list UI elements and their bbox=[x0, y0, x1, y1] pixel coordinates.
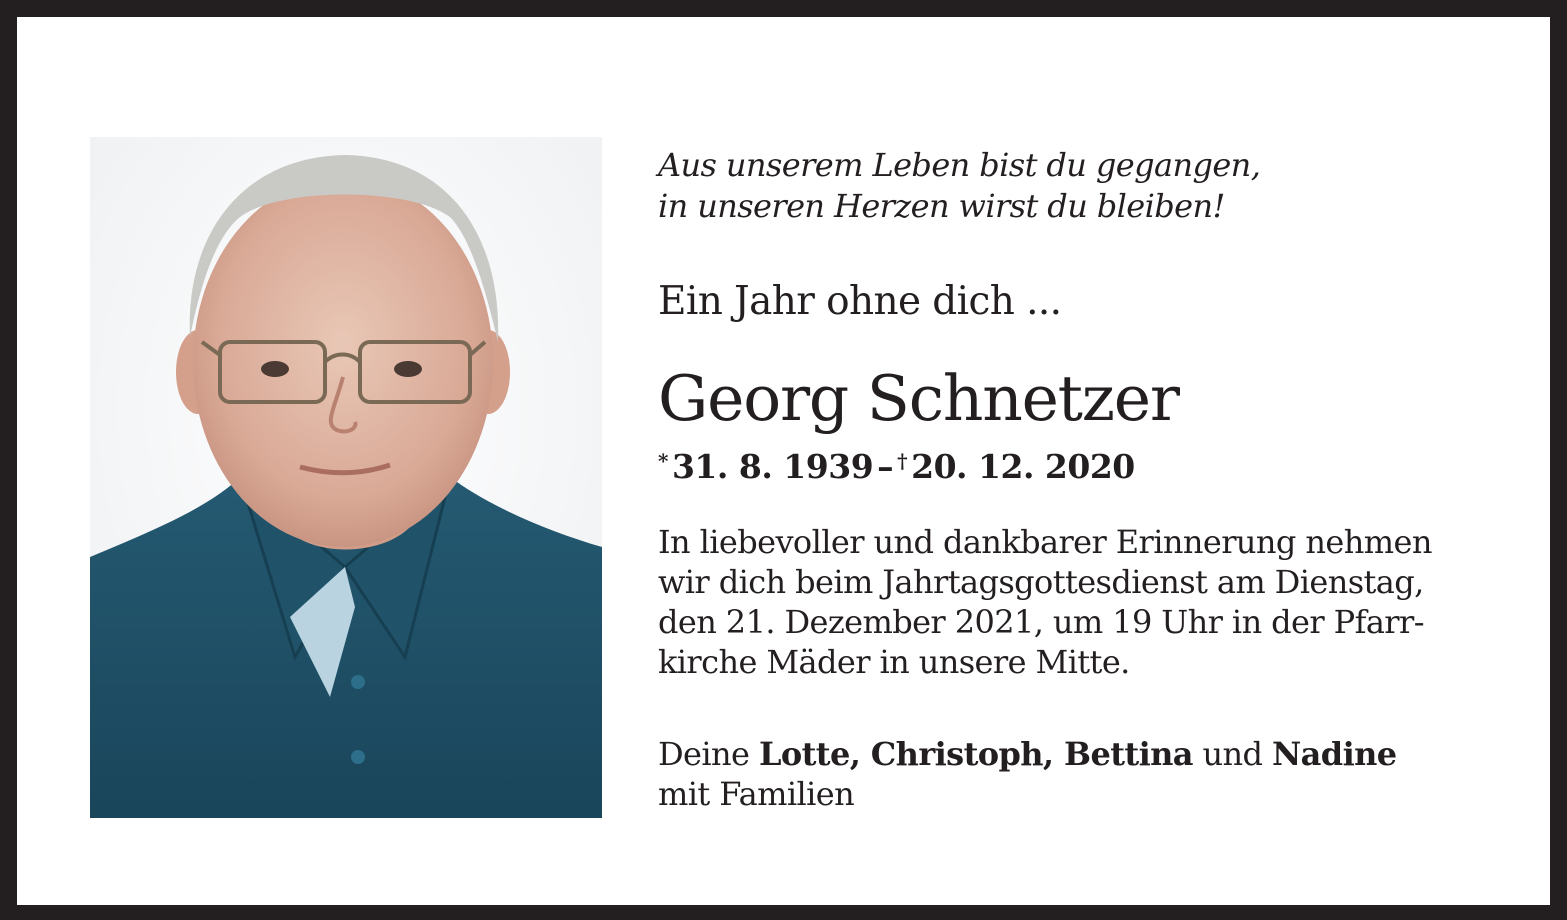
signoff-prefix: Deine bbox=[658, 735, 759, 773]
message-line-1: In liebevoller und dankbarer Erinnerung nehmen bbox=[658, 523, 1432, 561]
death-symbol: † bbox=[897, 449, 908, 473]
family-names-primary: Lotte, Christoph, Bettina bbox=[758, 735, 1193, 773]
portrait-photo bbox=[90, 137, 602, 818]
quote-line-1: Aus unserem Leben bist du gegangen, bbox=[658, 146, 1261, 184]
quote-line-2: in unseren Herzen wirst du bleiben! bbox=[658, 187, 1225, 225]
family-names-secondary: Nadine bbox=[1272, 735, 1397, 773]
signoff-line-2: mit Familien bbox=[658, 775, 855, 813]
date-separator: – bbox=[877, 447, 894, 486]
message-line-3: den 21. Dezember 2021, um 19 Uhr in der Pfarr- bbox=[658, 603, 1424, 641]
family-signoff bbox=[658, 734, 1397, 814]
memorial-message bbox=[658, 522, 1432, 682]
life-dates bbox=[658, 438, 1135, 490]
death-date: 20. 12. 2020 bbox=[911, 447, 1135, 486]
signoff-line-1 bbox=[658, 734, 1397, 774]
lead-line: Ein Jahr ohne dich ... bbox=[658, 279, 1062, 324]
deceased-name: Georg Schnetzer bbox=[658, 362, 1179, 435]
message-line-2: wir dich beim Jahrtagsgottesdienst am Dienstag, bbox=[658, 563, 1424, 601]
memorial-quote bbox=[658, 145, 1260, 227]
birth-symbol: * bbox=[658, 449, 668, 473]
message-line-4: kirche Mäder in unsere Mitte. bbox=[658, 643, 1130, 681]
signoff-connector: und bbox=[1192, 735, 1273, 773]
birth-date: 31. 8. 1939 bbox=[671, 447, 874, 486]
